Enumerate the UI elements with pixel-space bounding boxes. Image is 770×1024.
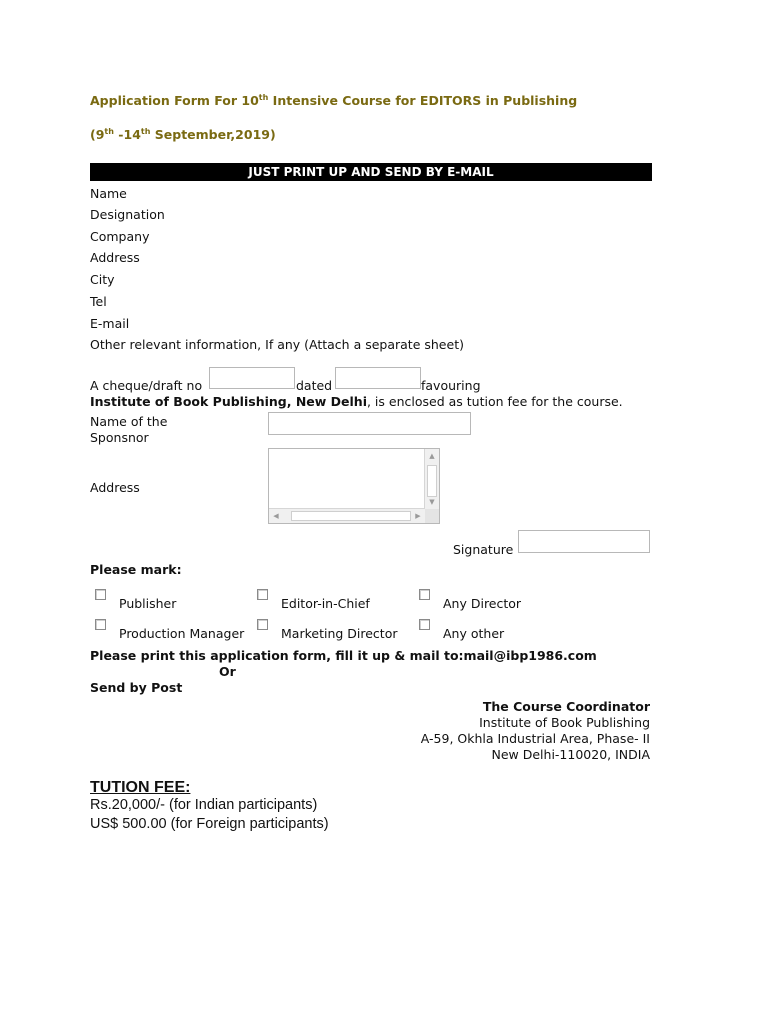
checkbox-any-other[interactable] — [419, 619, 430, 630]
field-label-email: E-mail — [90, 316, 130, 331]
scroll-left-icon[interactable]: ◀ — [273, 512, 279, 520]
send-by-post-text: Send by Post — [90, 680, 183, 695]
print-mail-instruction: Please print this application form, fill it up & mail to:mail@ibp1986.com — [90, 648, 597, 663]
dates-end: September,2019) — [150, 127, 276, 143]
cheque-number-input[interactable] — [209, 367, 295, 389]
title-text-rest: Intensive Course for EDITORS in Publishing — [268, 93, 578, 109]
field-label-tel: Tel — [90, 294, 107, 309]
institute-name: Institute of Book Publishing, New Delhi — [90, 394, 367, 409]
vertical-scroll-thumb[interactable] — [427, 465, 437, 497]
dates-superscript-2: th — [140, 127, 151, 136]
coordinator-address-line2: New Delhi-110020, INDIA — [491, 747, 650, 762]
option-label-any-director: Any Director — [443, 596, 522, 611]
sponsor-name-input[interactable] — [268, 412, 471, 435]
tuition-fee-heading: TUTION FEE: — [90, 779, 191, 796]
horizontal-scroll-thumb[interactable] — [291, 511, 411, 521]
field-label-address: Address — [90, 250, 140, 265]
sponsor-address-label: Address — [90, 480, 140, 495]
or-text: Or — [219, 664, 236, 679]
checkbox-marketing-director[interactable] — [257, 619, 268, 630]
option-label-editor-in-chief: Editor-in-Chief — [281, 596, 370, 611]
cheque-label: A cheque/draft no — [90, 378, 203, 393]
enclosed-text: , is enclosed as tution fee for the course. — [366, 394, 623, 409]
title-superscript: th — [258, 93, 269, 102]
dates-start: (9 — [90, 127, 105, 143]
scroll-down-icon[interactable]: ▼ — [429, 498, 435, 506]
option-label-marketing-director: Marketing Director — [281, 626, 398, 641]
favouring-label: favouring — [421, 378, 481, 393]
checkbox-any-director[interactable] — [419, 589, 430, 600]
field-label-city: City — [90, 272, 115, 287]
checkbox-production-manager[interactable] — [95, 619, 106, 630]
horizontal-scrollbar[interactable] — [269, 508, 425, 523]
fee-indian: Rs.20,000/- (for Indian participants) — [90, 797, 318, 813]
instruction-banner: JUST PRINT UP AND SEND BY E-MAIL — [90, 163, 652, 181]
coordinator-address-line1: A-59, Okhla Industrial Area, Phase- II — [420, 731, 650, 746]
field-label-other-info: Other relevant information, If any (Attach a separate sheet) — [90, 337, 464, 352]
field-label-name: Name — [90, 186, 127, 201]
checkbox-publisher[interactable] — [95, 589, 106, 600]
title-text: Application Form For 10 — [90, 93, 259, 109]
option-label-any-other: Any other — [443, 626, 505, 641]
field-label-designation: Designation — [90, 207, 165, 222]
fee-foreign: US$ 500.00 (for Foreign participants) — [90, 816, 329, 832]
option-label-production-manager: Production Manager — [119, 626, 245, 641]
sponsor-name-label-line1: Name of the — [90, 414, 168, 429]
option-label-publisher: Publisher — [119, 596, 177, 611]
dated-label: dated — [296, 378, 333, 393]
sponsor-name-label-line2: Sponsnor — [90, 430, 149, 445]
sponsor-address-textarea[interactable] — [268, 448, 440, 524]
cheque-date-input[interactable] — [335, 367, 421, 389]
coordinator-title: The Course Coordinator — [482, 699, 650, 714]
dates-mid: -14 — [113, 127, 141, 143]
vertical-scrollbar[interactable] — [424, 449, 439, 509]
dates-superscript-1: th — [104, 127, 114, 136]
scrollbar-corner — [425, 509, 439, 523]
scroll-right-icon[interactable]: ▶ — [415, 512, 421, 520]
field-label-company: Company — [90, 229, 150, 244]
payment-statement — [90, 394, 623, 409]
form-title — [90, 93, 577, 108]
coordinator-org: Institute of Book Publishing — [479, 715, 650, 730]
please-mark-heading: Please mark: — [90, 562, 182, 577]
signature-label: Signature — [453, 542, 514, 557]
scroll-up-icon[interactable]: ▲ — [429, 452, 435, 460]
checkbox-editor-in-chief[interactable] — [257, 589, 268, 600]
course-dates — [90, 127, 276, 142]
signature-input[interactable] — [518, 530, 650, 553]
